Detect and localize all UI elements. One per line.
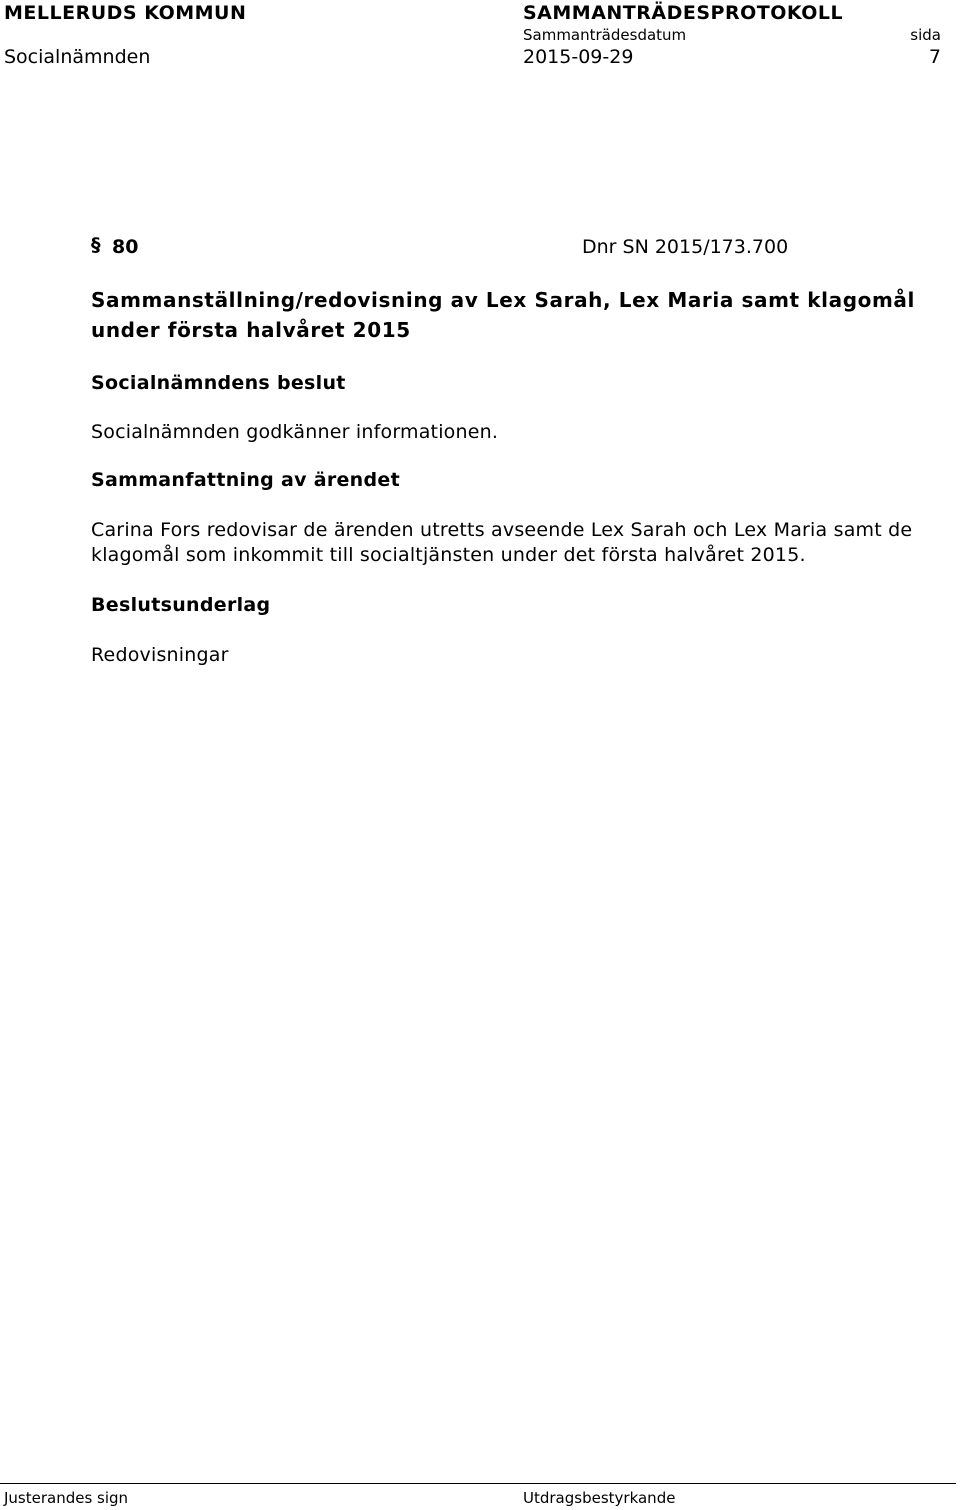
decision-text: Socialnämnden godkänner informationen. bbox=[91, 421, 499, 443]
paragraph-number: 80 bbox=[112, 236, 139, 258]
basis-heading: Beslutsunderlag bbox=[91, 594, 271, 616]
section-title: Sammanställning/redovisning av Lex Sarah, Lex Maria samt klagomål under första halvåret 2015 bbox=[91, 288, 915, 342]
basis-text: Redovisningar bbox=[91, 644, 229, 666]
page-label: sida bbox=[910, 26, 941, 44]
diary-number: Dnr SN 2015/173.700 bbox=[582, 236, 789, 258]
summary-text: Carina Fors redovisar de ärenden utretts avseende Lex Sarah och Lex Maria samt de klagomål som inkommit till socialtjänsten under det första halvåret 2015. bbox=[91, 519, 913, 566]
organization-name: MELLERUDS KOMMUN bbox=[4, 2, 247, 24]
paragraph-symbol: § bbox=[91, 234, 101, 256]
summary-heading: Sammanfattning av ärendet bbox=[91, 469, 400, 491]
document-type: SAMMANTRÄDESPROTOKOLL bbox=[523, 2, 844, 24]
decision-heading: Socialnämndens beslut bbox=[91, 372, 346, 394]
meeting-date-label: Sammanträdesdatum bbox=[523, 26, 687, 44]
meeting-date: 2015-09-29 bbox=[523, 46, 634, 68]
justifier-signature-label: Justerandes sign bbox=[4, 1489, 129, 1507]
committee-name: Socialnämnden bbox=[4, 46, 151, 68]
footer-divider bbox=[0, 1483, 956, 1484]
page-number: 7 bbox=[928, 46, 941, 68]
extract-certification-label: Utdragsbestyrkande bbox=[523, 1489, 676, 1507]
